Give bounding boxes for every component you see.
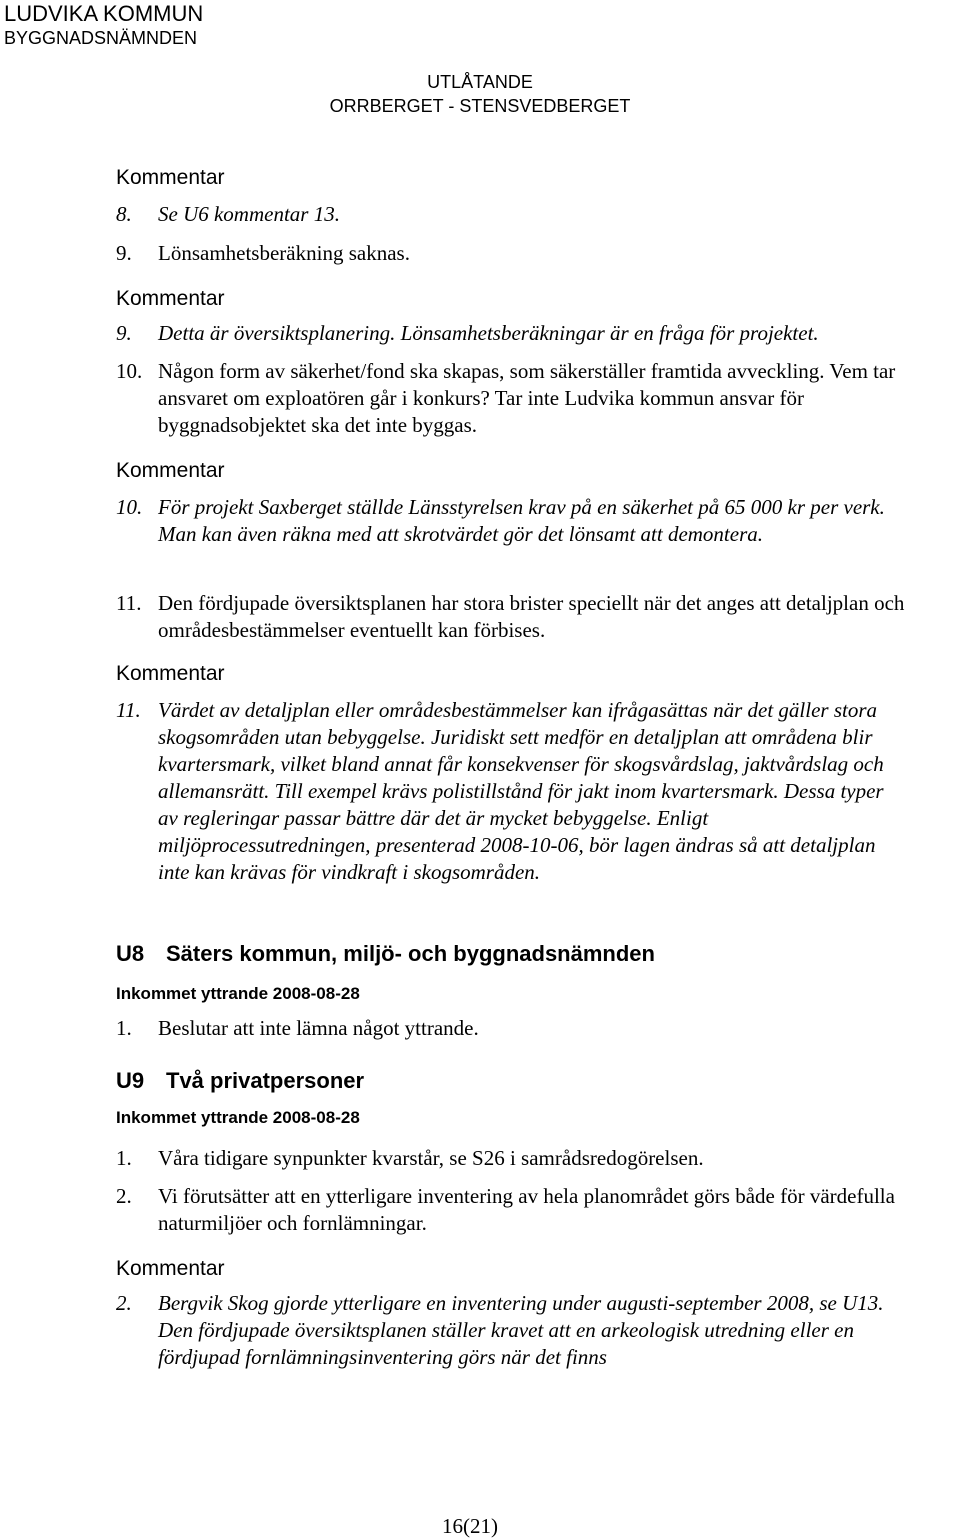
list-item [0,201,908,228]
comment-label: Kommentar [116,166,225,189]
item-number: 11. [116,591,142,615]
item-text: Bergvik Skog gjorde ytterligare en inventering under augusti-september 2008, se U13. Den fördjupade översiktsplanen ställer kravet att en arkeologisk utredning eller en fördjupad fornlämningsinventering görs när det finns [158,1291,884,1369]
item-text: Detta är översiktsplanering. Lönsamhetsberäkningar är en fråga för projektet. [158,321,819,345]
statement-list [0,1145,960,1172]
statement-list [0,590,960,644]
comment-list [0,201,960,228]
item-number: 2. [116,1184,132,1208]
document-type: UTLÅTANDE [427,72,533,92]
page-number: 16(21) [442,1514,498,1538]
list-item [0,240,908,267]
section-code: U9 [116,1068,145,1093]
item-text: Vi förutsätter att en ytterligare inventering av hela planområdet görs både för värdefulla naturmiljöer och fornlämningar. [158,1184,895,1235]
section-heading-u9 [116,1068,364,1094]
section-title: Två privatpersoner [166,1068,365,1093]
statement-list [0,358,960,439]
section-code: U8 [116,941,145,966]
list-item [0,1290,908,1371]
item-text: Beslutar att inte lämna något yttrande. [158,1016,479,1040]
list-item [0,1145,908,1172]
item-text: För projekt Saxberget ställde Länsstyrelsen krav på en säkerhet på 65 000 kr per verk. Man kan även räkna med att skrotvärdet gör det lönsamt att demontera. [158,495,885,546]
item-number: 10. [116,359,143,383]
item-number: 9. [116,241,132,265]
comment-list [0,697,960,886]
comment-list [0,494,960,548]
item-text: Våra tidigare synpunkter kvarstår, se S26 i samrådsredogörelsen. [158,1146,704,1170]
received-date: Inkommet yttrande 2008-08-28 [116,1108,360,1127]
item-number: 2. [116,1291,132,1315]
document-title: ORRBERGET - STENSVEDBERGET [329,96,631,116]
list-item [0,494,908,548]
statement-list [0,240,960,267]
list-item [0,1183,908,1237]
list-item [0,1015,908,1042]
list-item [0,590,908,644]
item-number: 9. [116,321,132,345]
item-text: Någon form av säkerhet/fond ska skapas, som säkerställer framtida avveckling. Vem tar ansvaret om exploatören går i konkurs? Tar inte Ludvika kommun ansvar för byggnadsobjektet ska det inte byggas. [158,359,896,437]
item-text: Se U6 kommentar 13. [158,202,340,226]
item-number: 10. [116,495,143,519]
item-number: 11. [116,698,141,722]
header-organization: LUDVIKA KOMMUN [4,1,204,26]
statement-list [0,1183,960,1237]
comment-list [0,1290,960,1371]
list-item [0,358,908,439]
comment-label: Kommentar [116,662,225,685]
header-department: BYGGNADSNÄMNDEN [4,28,198,48]
item-number: 1. [116,1016,132,1040]
item-text: Den fördjupade översiktsplanen har stora brister speciellt när det anges att detaljplan och områdesbestämmelser eventuellt kan förbises. [158,591,905,642]
list-item [0,697,908,886]
received-date: Inkommet yttrande 2008-08-28 [116,984,360,1003]
comment-label: Kommentar [116,1257,225,1280]
statement-list [0,1015,960,1042]
list-item [0,320,908,347]
comment-list [0,320,960,347]
comment-label: Kommentar [116,287,225,310]
comment-label: Kommentar [116,459,225,482]
item-text: Lönsamhetsberäkning saknas. [158,241,410,265]
item-number: 1. [116,1146,132,1170]
section-title: Säters kommun, miljö- och byggnadsnämnden [166,941,655,966]
item-text: Värdet av detaljplan eller områdesbestämmelser kan ifrågasättas när det gäller stora skogsområden utan bebyggelse. Juridiskt sett medför en detaljplan att områdena blir kvartersmark, vilket bland annat får konsekvenser för skogsvårdslag, jaktvårdslag och allemansrätt. Till exempel krävs polistillstånd för jakt inom kvartersmark. Dessa typer av regleringar passar bättre där det är mycket bebyggelse. Enligt miljöprocessutredningen, presenterad 2008-10-06, bör lagen ändras så att detaljplan inte kan krävas för vindkraft i skogsområden. [158,698,884,884]
item-number: 8. [116,202,132,226]
section-heading-u8 [116,941,655,967]
